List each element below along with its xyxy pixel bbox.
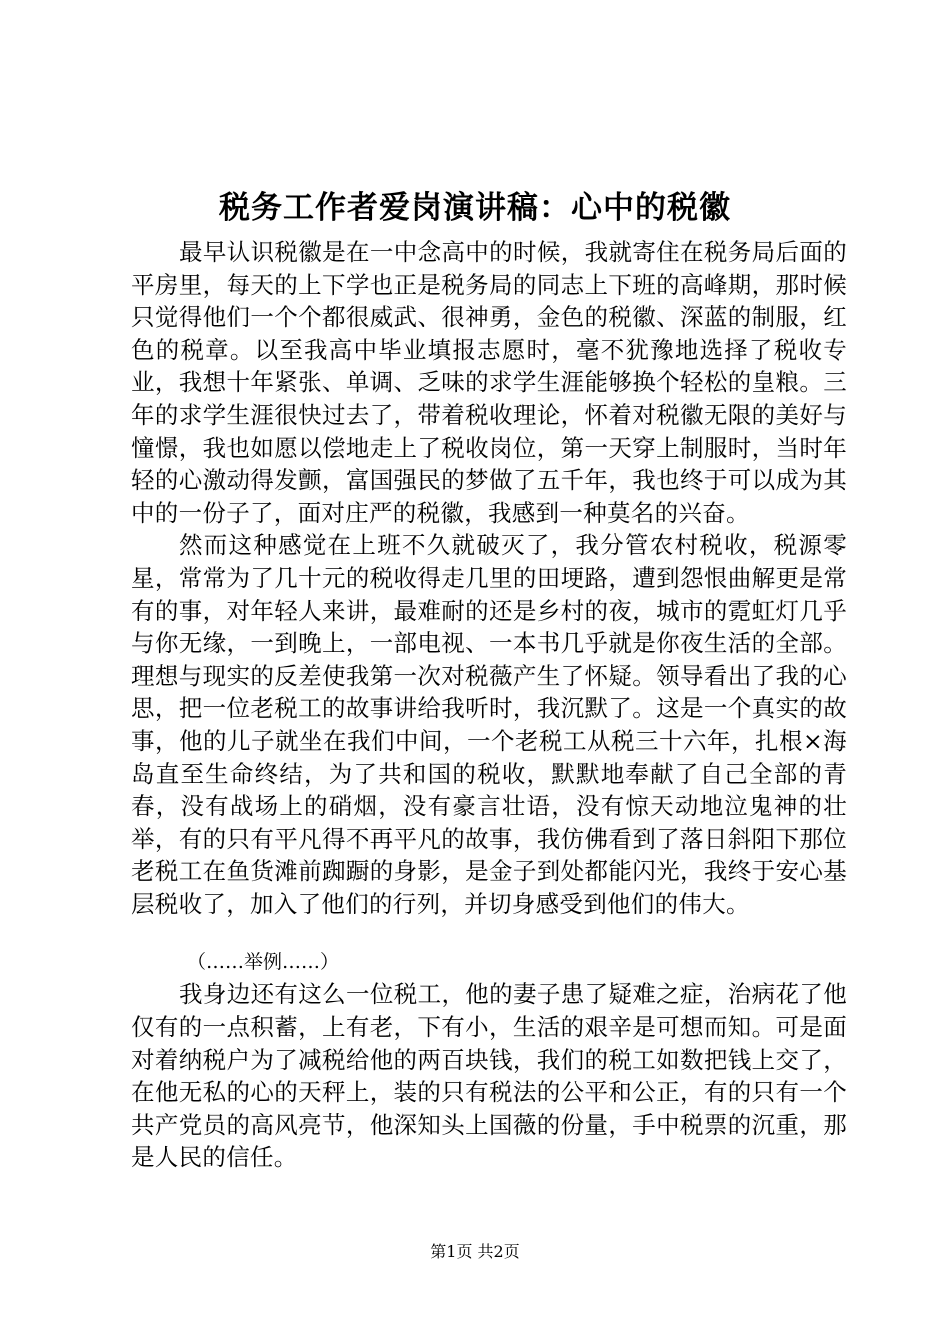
document-title: 税务工作者爱岗演讲稿：心中的税徽: [219, 190, 731, 226]
document-body: [131, 236, 847, 1174]
paragraph-3: 我身边还有这么一位税工，他的妻子患了疑难之症，治病花了他仅有的一点积蓄，上有老，下有小，生活的艰辛是可想而知。可是面对着纳税户为了减税给他的两百块钱，我们的税工如数把钱上交了，在他无私的心的天秤上，装的只有税法的公平和公正，有的只有一个共产党员的高风亮节，他深知头上国薇的份量，手中税票的沉重，那是人民的信任。: [131, 980, 847, 1172]
example-marker: （……举例……）: [187, 951, 340, 974]
page-footer: 第1页 共2页: [430, 1242, 520, 1261]
paragraph-2: 然而这种感觉在上班不久就破灭了，我分管农村税收，税源零星，常常为了几十元的税收得走几里的田埂路，遭到怨恨曲解更是常有的事，对年轻人来讲，最难耐的还是乡村的夜，城市的霓虹灯几乎与你无缘，一到晚上，一部电视、一本书几乎就是你夜生活的全部。理想与现实的反差使我第一次对税薇产生了怀疑。领导看出了我的心思，把一位老税工的故事讲给我听时，我沉默了。这是一个真实的故事，他的儿子就坐在我们中间，一个老税工从税三十六年，扎根×海岛直至生命终结，为了共和国的税收，默默地奉献了自己全部的青春，没有战场上的硝烟，没有豪言壮语，没有惊天动地泣鬼神的壮举，有的只有平凡得不再平凡的故事，我仿佛看到了落日斜阳下那位老税工在鱼货滩前踟蹰的身影，是金子到处都能闪光，我终于安心基层税收了，加入了他们的行列，并切身感受到他们的伟大。: [131, 531, 847, 918]
paragraph-1: 最早认识税徽是在一中念高中的时候，我就寄住在税务局后面的平房里，每天的上下学也正是税务局的同志上下班的高峰期，那时候只觉得他们一个个都很威武、很神勇，金色的税徽、深蓝的制服，红色的税章。以至我高中毕业填报志愿时，毫不犹豫地选择了税收专业，我想十年紧张、单调、乏味的求学生涯能够换个轻松的皇粮。三年的求学生涯很快过去了，带着税收理论，怀着对税徽无限的美好与憧憬，我也如愿以偿地走上了税收岗位，第一天穿上制服时，当时年轻的心激动得发颤，富国强民的梦做了五千年，我也终于可以成为其中的一份子了，面对庄严的税徽，我感到一种莫名的兴奋。: [131, 238, 847, 527]
